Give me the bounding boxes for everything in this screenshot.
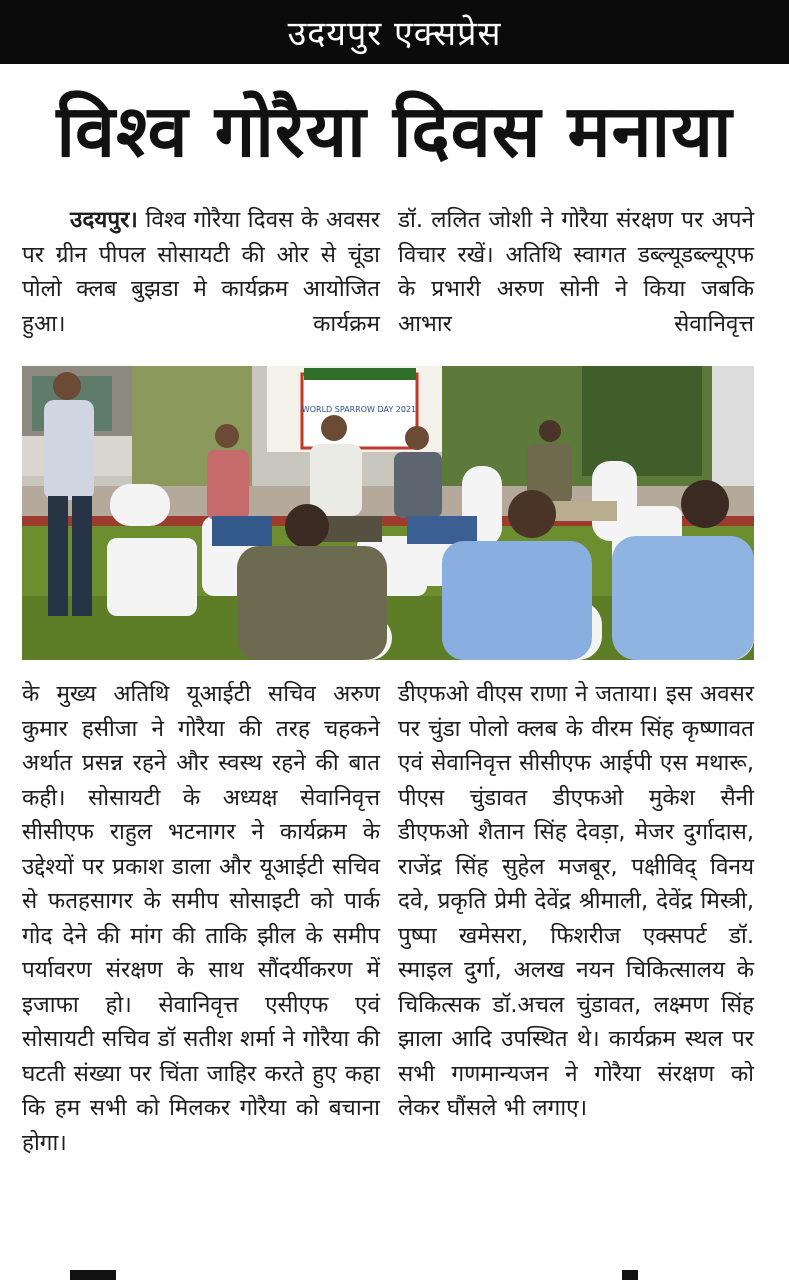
headline: विश्व गोरैया दिवस मनाया xyxy=(56,89,733,173)
next-article-fragment-right xyxy=(622,1270,638,1280)
banner-text: WORLD SPARROW DAY 2021 xyxy=(301,405,417,414)
top-left-text: विश्व गोरैया दिवस के अवसर पर ग्रीन पीपल सोसायटी की ओर से चूंडा पोलो क्लब बुझडा मे कार्यक्रम आयोजित हुआ। कार्यक्रम xyxy=(22,207,380,337)
next-article-fragment xyxy=(70,1270,116,1280)
masthead xyxy=(0,0,789,64)
top-right-column: डॉ. ललित जोशी ने गोरैया संरक्षण पर अपने विचार रखें। अतिथि स्वागत डब्ल्यूडब्ल्यूएफ के प्रभारी अरुण सोनी ने किया जबकि आभार सेवानिवृत्त xyxy=(398,207,754,337)
masthead-title: उदयपुर एक्सप्रेस xyxy=(287,14,502,54)
top-left-column xyxy=(22,203,380,341)
event-photo xyxy=(22,366,754,660)
page-bottom-edge xyxy=(0,1268,789,1280)
dateline: उदयपुर। xyxy=(70,207,138,233)
bottom-left-column: के मुख्य अतिथि यूआईटी सचिव अरुण कुमार हसीजा ने गोरैया की तरह चहकने अर्थात प्रसन्न रहने और स्वस्थ रहने की बात कही। सोसायटी के अध्यक्ष सेवानिवृत्त सीसीएफ राहुल भटनागर ने कार्यक्रम के उद्देश्यों पर प्रकाश डाला और यूआईटी सचिव से फतहसागर के समीप सोसाइटी को पार्क गोद देने की मांग की ताकि झील के समीप पर्यावरण संरक्षण के साथ सौंदर्यीकरण में इजाफा हो। सेवानिवृत्त एसीएफ एवं सोसायटी सचिव डॉ सतीश शर्मा ने गोरैया की घटती संख्या पर चिंता जाहिर करते हुए कहा कि हम सभी को मिलकर गोरैया को बचाना होगा। xyxy=(22,681,380,1156)
bottom-right-column: डीएफओ वीएस राणा ने जताया। इस अवसर पर चुंडा पोलो क्लब के वीरम सिंह कृष्णावत एवं सेवानिवृत्त सीसीएफ आईपी एस मथारू, पीएस चुंडावत डीएफओ मुकेश सैनी डीएफओ शैतान सिंह देवड़ा, मेजर दुर्गादास, राजेंद्र सिंह सुहेल मजबूर, पक्षीविद् विनय दवे, प्रकृति प्रेमी देवेंद्र श्रीमाली, देवेंद्र मिस्त्री, पुष्पा खमेसरा, फिशरीज एक्सपर्ट डॉ. स्माइल दुर्गा, अलख नयन चिकित्सालय के चिकित्सक डॉ.अचल चुंडावत, लक्ष्मण सिंह झाला आदि उपस्थित थे। कार्यक्रम स्थल पर सभी गणमान्यजन ने गोरैया संरक्षण को लेकर घौंसले भी लगाए। xyxy=(398,681,754,1121)
